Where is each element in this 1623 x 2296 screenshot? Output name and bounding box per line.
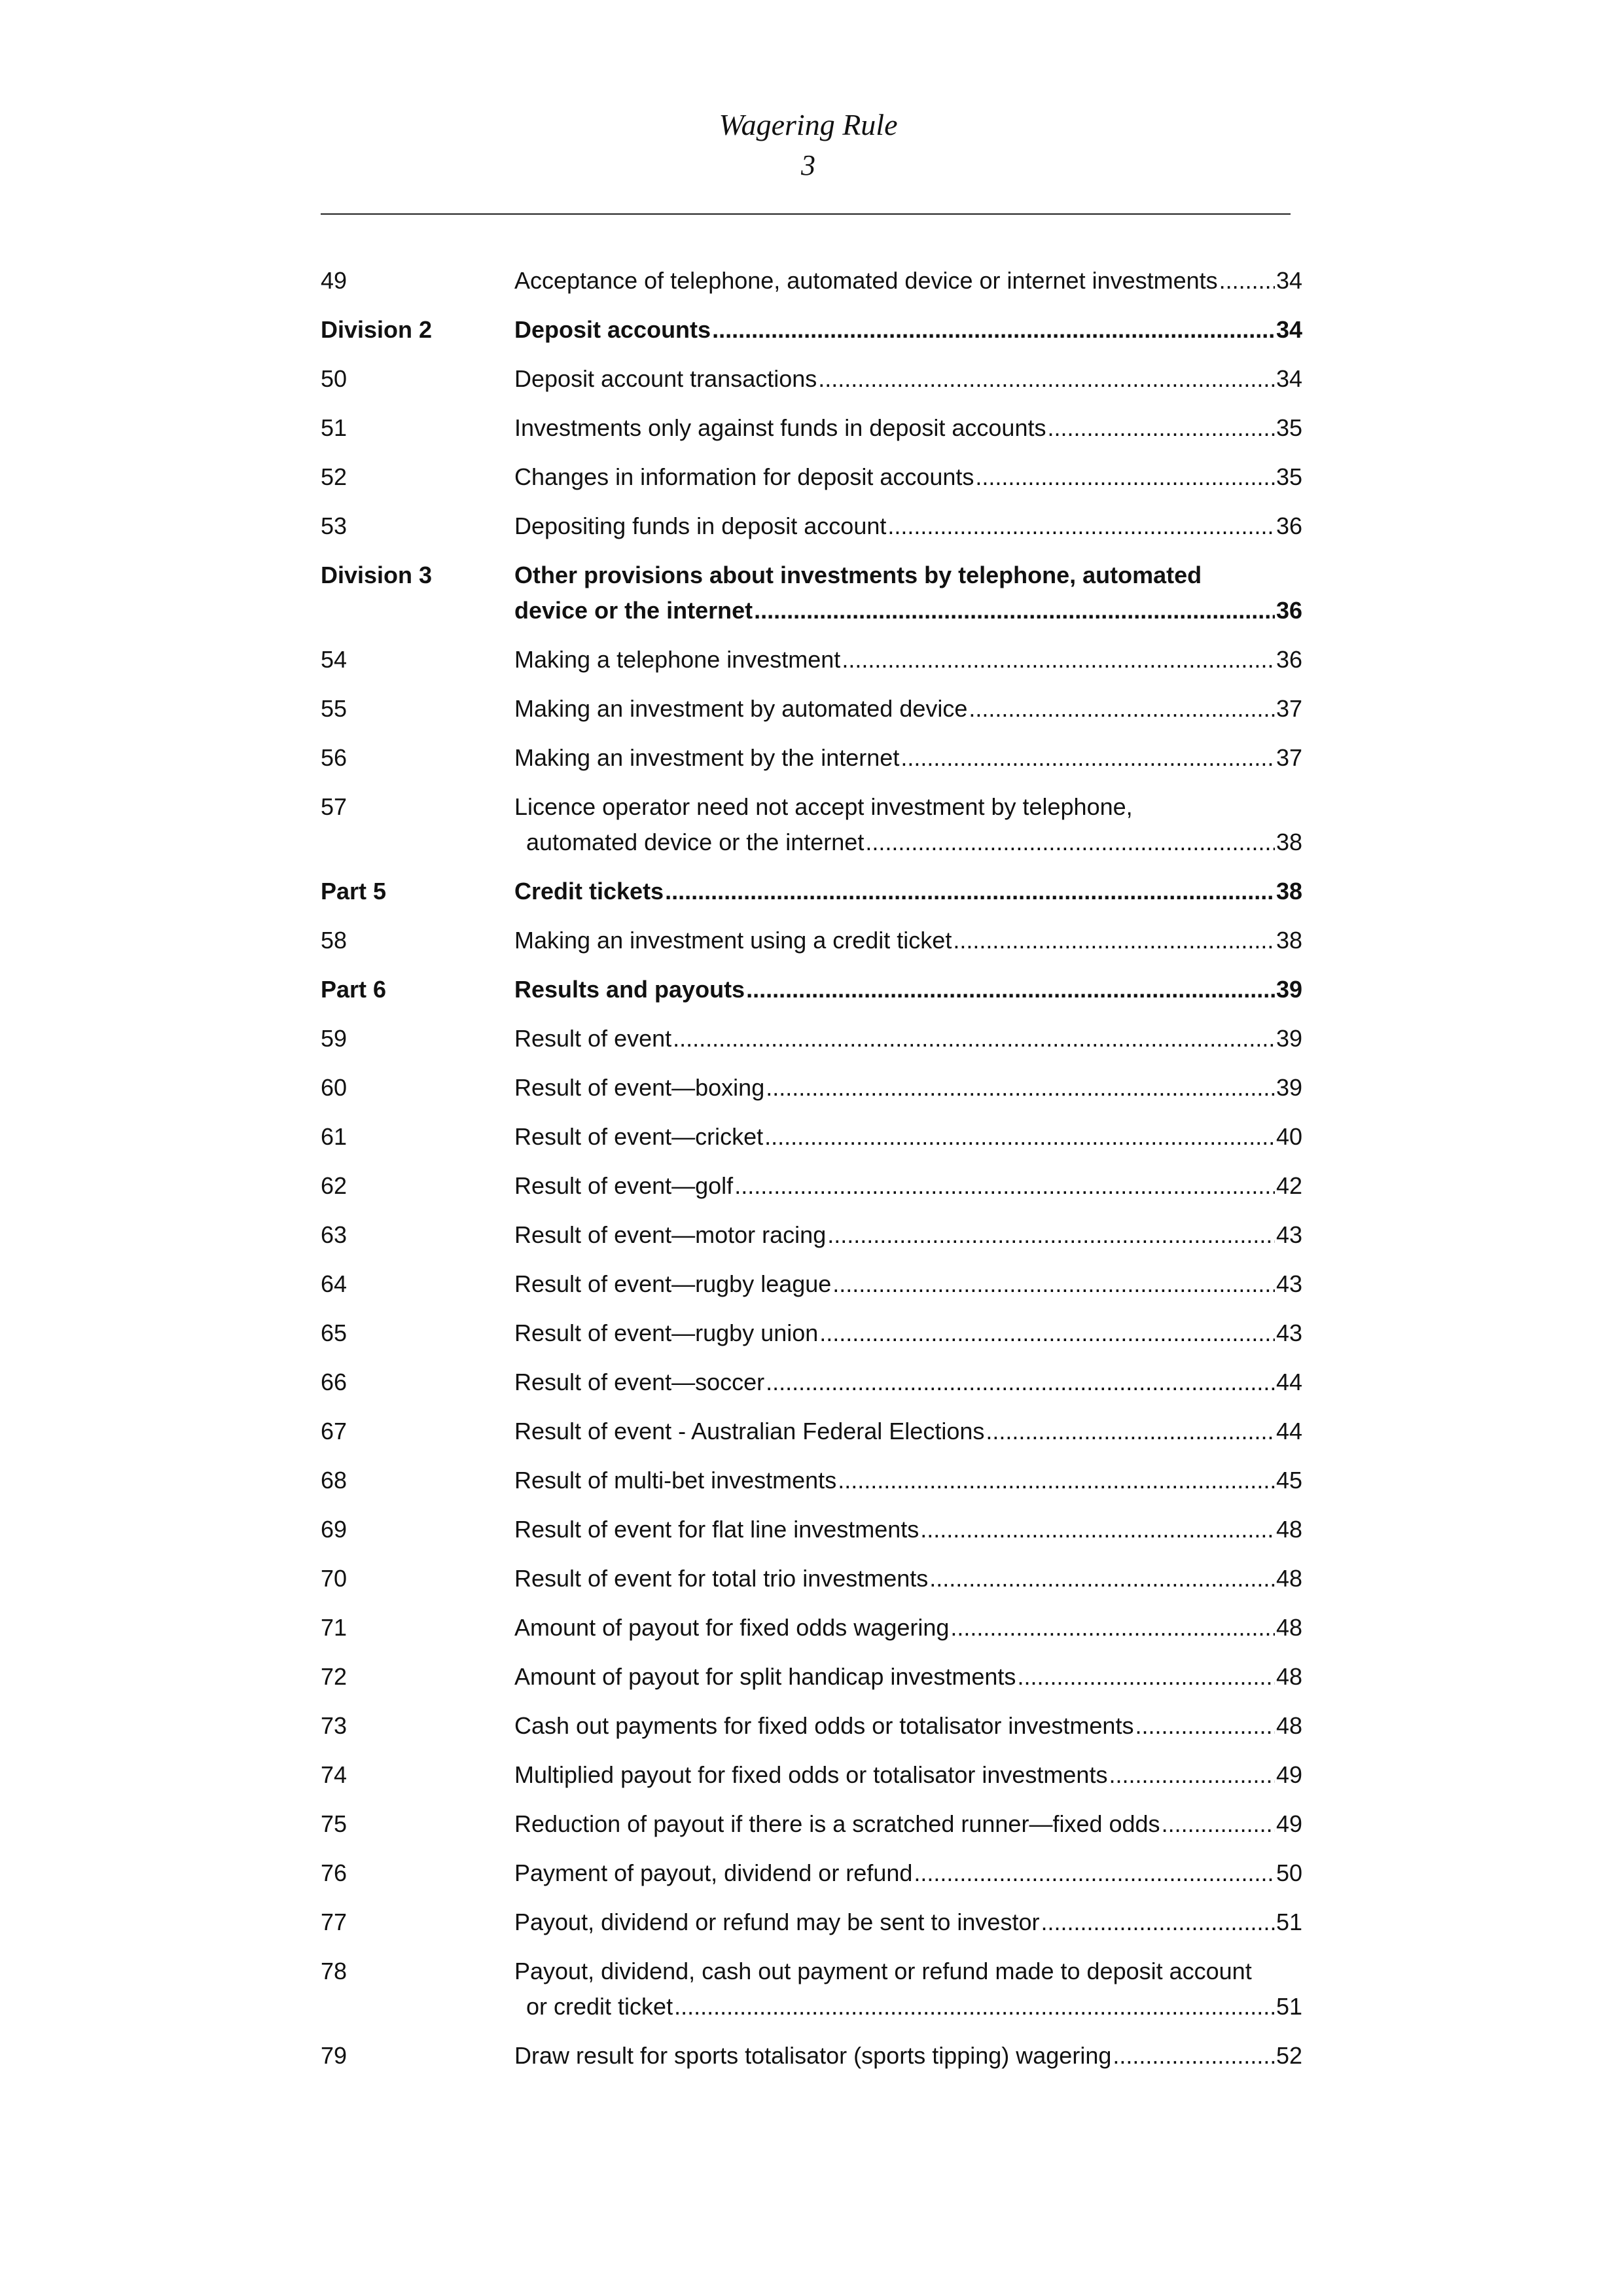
toc-entry-body [514, 789, 1302, 860]
toc-entry-body [514, 410, 1302, 446]
toc-entry-page: 36 [1275, 646, 1302, 673]
dot-leader [901, 740, 1275, 776]
table-of-contents [321, 263, 1302, 2087]
toc-entry-page: 52 [1275, 2042, 1302, 2069]
toc-entry-page: 38 [1275, 878, 1302, 905]
toc-entry-body [514, 691, 1302, 726]
toc-entry-title: Deposit accounts [514, 316, 711, 343]
toc-entry-number: 78 [321, 1958, 348, 1984]
toc-entry-number: 56 [321, 744, 348, 771]
toc-entry-title-line1: Payout, dividend, cash out payment or refund made to deposit account [514, 1958, 1252, 1984]
dot-leader [953, 923, 1275, 958]
dot-leader [1113, 2038, 1275, 2073]
toc-entry-title: Result of event - Australian Federal Elections [514, 1418, 985, 1444]
toc-entry-body [514, 1561, 1302, 1596]
toc-entry-body [514, 1806, 1302, 1842]
toc-leader-line [514, 459, 1302, 495]
toc-entry[interactable] [321, 642, 1302, 677]
toc-entry-title: Result of event—boxing [514, 1074, 765, 1101]
toc-leader-line [514, 1708, 1302, 1744]
dot-leader [766, 1365, 1275, 1400]
toc-leader-line [514, 312, 1302, 348]
dot-leader [766, 1070, 1275, 1105]
toc-leader-line [514, 1070, 1302, 1105]
dot-leader [929, 1561, 1275, 1596]
toc-entry[interactable] [321, 263, 1302, 298]
toc-entry-page: 37 [1275, 695, 1302, 722]
toc-entry-body [514, 558, 1302, 628]
toc-entry-page: 44 [1275, 1418, 1302, 1444]
toc-entry-body [514, 361, 1302, 397]
toc-entry[interactable] [321, 1070, 1302, 1105]
toc-entry-body [514, 1954, 1302, 2024]
toc-entry-body [514, 642, 1302, 677]
dot-leader [827, 1217, 1275, 1253]
toc-entry-body [514, 1365, 1302, 1400]
toc-entry-number: 77 [321, 1909, 348, 1935]
toc-entry-page: 39 [1275, 1025, 1302, 1052]
dot-leader [665, 874, 1275, 909]
toc-entry-page: 51 [1275, 1909, 1302, 1935]
toc-entry[interactable] [321, 410, 1302, 446]
toc-entry-page: 43 [1275, 1319, 1302, 1346]
toc-entry-page: 38 [1275, 829, 1302, 855]
toc-entry-title: Credit tickets [514, 878, 664, 905]
toc-entry-page: 43 [1275, 1221, 1302, 1248]
toc-entry-page: 42 [1275, 1172, 1302, 1199]
toc-entry-title: Multiplied payout for fixed odds or totalisator investments [514, 1761, 1108, 1788]
toc-entry-number: 64 [321, 1270, 348, 1297]
toc-entry-number: 59 [321, 1025, 348, 1052]
toc-entry-title-line1: Other provisions about investments by telephone, automated [514, 562, 1202, 588]
dot-leader [673, 1021, 1275, 1056]
toc-entry[interactable] [321, 923, 1302, 958]
toc-entry-title: Result of event—rugby union [514, 1319, 819, 1346]
toc-entry-page: 35 [1275, 463, 1302, 490]
toc-entry-page: 48 [1275, 1565, 1302, 1592]
toc-entry-page: 35 [1275, 414, 1302, 441]
toc-leader-line [514, 509, 1302, 544]
toc-entry[interactable] [321, 1316, 1302, 1351]
toc-entry-page: 34 [1275, 365, 1302, 392]
dot-leader [819, 1316, 1275, 1351]
toc-entry[interactable] [321, 1708, 1302, 1744]
toc-entry-number: 75 [321, 1810, 348, 1837]
toc-entry-number: 55 [321, 695, 348, 722]
toc-entry[interactable] [321, 1463, 1302, 1498]
toc-entry[interactable] [321, 1266, 1302, 1302]
toc-leader-line [514, 1463, 1302, 1498]
toc-entry-page: 44 [1275, 1369, 1302, 1395]
toc-entry-title: Depositing funds in deposit account [514, 512, 887, 539]
toc-entry-number: 70 [321, 1565, 348, 1592]
toc-entry[interactable] [321, 1168, 1302, 1204]
dot-leader [1135, 1708, 1274, 1744]
dot-leader [986, 1414, 1275, 1449]
toc-entry-number: 60 [321, 1074, 348, 1101]
toc-leader-line [514, 361, 1302, 397]
toc-entry-title: Draw result for sports totalisator (sports tipping) wagering [514, 2042, 1112, 2069]
toc-entry-number: 74 [321, 1761, 348, 1788]
toc-entry[interactable] [321, 1217, 1302, 1253]
toc-entry[interactable] [321, 509, 1302, 544]
toc-entry-title-line1: Licence operator need not accept investment by telephone, [514, 793, 1133, 820]
toc-leader-line [514, 923, 1302, 958]
toc-entry-page: 36 [1275, 597, 1302, 624]
page-number: 3 [801, 149, 815, 181]
toc-heading-entry[interactable] [321, 874, 1302, 909]
toc-entry-body [514, 740, 1302, 776]
toc-leader-line [514, 1168, 1302, 1204]
dot-leader [1109, 1757, 1275, 1793]
toc-entry[interactable] [321, 1856, 1302, 1891]
toc-entry-title: Result of event [514, 1025, 672, 1052]
toc-entry-title: Amount of payout for split handicap investments [514, 1663, 1016, 1690]
toc-entry-title: Payout, dividend or refund may be sent to investor [514, 1909, 1040, 1935]
toc-entry-title: Acceptance of telephone, automated device or internet investments [514, 267, 1218, 294]
toc-entry-page: 51 [1275, 1993, 1302, 2020]
dot-leader [950, 1610, 1275, 1645]
toc-entry-page: 36 [1275, 512, 1302, 539]
toc-leader-line [514, 1414, 1302, 1449]
toc-entry-number: 52 [321, 463, 348, 490]
toc-entry-number: 73 [321, 1712, 348, 1739]
toc-entry-title: Result of event for total trio investments [514, 1565, 929, 1592]
toc-entry-body [514, 1316, 1302, 1351]
toc-entry[interactable] [321, 459, 1302, 495]
toc-leader-line [514, 1266, 1302, 1302]
dot-leader [832, 1266, 1275, 1302]
toc-entry-number: 66 [321, 1369, 348, 1395]
toc-entry-number: 53 [321, 512, 348, 539]
toc-entry-title: Making an investment by automated device [514, 695, 968, 722]
toc-entry-number: 51 [321, 414, 348, 441]
toc-entry-title: Making an investment using a credit ticket [514, 927, 952, 954]
toc-entry[interactable] [321, 1021, 1302, 1056]
toc-entry-number: Division 2 [321, 316, 433, 343]
toc-entry-page: 48 [1275, 1663, 1302, 1690]
toc-entry-number: Part 5 [321, 878, 387, 905]
toc-entry[interactable] [321, 1119, 1302, 1155]
toc-entry[interactable] [321, 1414, 1302, 1449]
toc-entry-page: 39 [1275, 1074, 1302, 1101]
toc-entry-number: 79 [321, 2042, 348, 2069]
toc-entry-page: 40 [1275, 1123, 1302, 1150]
toc-entry-number: 68 [321, 1467, 348, 1494]
toc-leader-line [514, 1119, 1302, 1155]
dot-leader [887, 509, 1275, 544]
toc-entry-body [514, 874, 1302, 909]
toc-entry-body [514, 263, 1302, 298]
toc-entry[interactable] [321, 789, 1302, 860]
toc-entry[interactable] [321, 1610, 1302, 1645]
toc-leader-line [514, 1610, 1302, 1645]
toc-entry-number: 76 [321, 1859, 348, 1886]
toc-entry-number: 65 [321, 1319, 348, 1346]
toc-entry-body [514, 1708, 1302, 1744]
toc-entry-body [514, 1266, 1302, 1302]
toc-entry-body [514, 312, 1302, 348]
document-title: Wagering Rule [719, 108, 898, 141]
toc-entry-title: Result of multi-bet investments [514, 1467, 837, 1494]
toc-entry-title: Reduction of payout if there is a scratched runner—fixed odds [514, 1810, 1160, 1837]
toc-entry-title: or credit ticket [526, 1993, 673, 2020]
toc-entry-body [514, 1217, 1302, 1253]
toc-entry-body [514, 923, 1302, 958]
toc-entry-body [514, 1659, 1302, 1695]
dot-leader [764, 1119, 1275, 1155]
toc-entry-title: Result of event—motor racing [514, 1221, 827, 1248]
toc-entry-body [514, 1463, 1302, 1498]
dot-leader [746, 972, 1275, 1007]
toc-entry-title: Result of event—golf [514, 1172, 734, 1199]
toc-entry-body [514, 1414, 1302, 1449]
toc-entry[interactable] [321, 2038, 1302, 2073]
toc-entry-page: 34 [1275, 316, 1302, 343]
toc-entry-body [514, 1070, 1302, 1105]
toc-entry-title: Investments only against funds in deposit accounts [514, 414, 1046, 441]
running-header [321, 105, 1296, 186]
toc-entry-number: 62 [321, 1172, 348, 1199]
toc-entry-body [514, 459, 1302, 495]
toc-entry-number: Part 6 [321, 976, 387, 1003]
toc-leader-line [514, 593, 1302, 628]
toc-leader-line [514, 1217, 1302, 1253]
toc-entry-body [514, 1757, 1302, 1793]
toc-leader-line [514, 1806, 1302, 1842]
toc-entry-page: 48 [1275, 1712, 1302, 1739]
toc-entry-number: 50 [321, 365, 348, 392]
dot-leader [1219, 263, 1275, 298]
toc-entry-body [514, 1119, 1302, 1155]
toc-entry-title: automated device or the internet [526, 829, 865, 855]
toc-entry-title: Result of event—cricket [514, 1123, 764, 1150]
toc-entry[interactable] [321, 1954, 1302, 2024]
toc-entry-page: 50 [1275, 1859, 1302, 1886]
dot-leader [975, 459, 1275, 495]
toc-entry-title: Making an investment by the internet [514, 744, 900, 771]
toc-entry-page: 48 [1275, 1614, 1302, 1641]
toc-entry-number: 69 [321, 1516, 348, 1543]
toc-entry[interactable] [321, 1561, 1302, 1596]
toc-entry-title: Result of event—rugby league [514, 1270, 832, 1297]
toc-entry-title: Changes in information for deposit accounts [514, 463, 974, 490]
toc-leader-line [514, 1512, 1302, 1547]
toc-entry-title: Payment of payout, dividend or refund [514, 1859, 913, 1886]
dot-leader [969, 691, 1275, 726]
toc-entry-title: Deposit account transactions [514, 365, 817, 392]
toc-leader-line [514, 1316, 1302, 1351]
toc-entry[interactable] [321, 1806, 1302, 1842]
toc-entry-body [514, 972, 1302, 1007]
dot-leader [1047, 410, 1274, 446]
toc-entry-title: Result of event for flat line investments [514, 1516, 919, 1543]
toc-heading-entry[interactable] [321, 312, 1302, 348]
toc-leader-line [514, 410, 1302, 446]
toc-entry-body [514, 1512, 1302, 1547]
toc-entry-body [514, 2038, 1302, 2073]
toc-leader-line [514, 263, 1302, 298]
toc-entry-page: 39 [1275, 976, 1302, 1003]
toc-entry-number: 72 [321, 1663, 348, 1690]
dot-leader [734, 1168, 1275, 1204]
dot-leader [818, 361, 1275, 397]
toc-leader-line [514, 1989, 1302, 2024]
toc-leader-line [514, 874, 1302, 909]
toc-entry-page: 49 [1275, 1761, 1302, 1788]
toc-leader-line [514, 1856, 1302, 1891]
toc-leader-line [514, 2038, 1302, 2073]
toc-entry-body [514, 509, 1302, 544]
toc-entry[interactable] [321, 740, 1302, 776]
toc-leader-line [514, 1757, 1302, 1793]
toc-entry-title: device or the internet [514, 597, 753, 624]
dot-leader [712, 312, 1275, 348]
toc-entry-number: 61 [321, 1123, 348, 1150]
toc-entry-page: 43 [1275, 1270, 1302, 1297]
toc-entry-number: 54 [321, 646, 348, 673]
toc-entry-title: Amount of payout for fixed odds wagering [514, 1614, 950, 1641]
toc-entry-page: 48 [1275, 1516, 1302, 1543]
toc-entry-number: 67 [321, 1418, 348, 1444]
toc-entry-body [514, 1856, 1302, 1891]
header-rule [321, 213, 1291, 215]
toc-leader-line [514, 1365, 1302, 1400]
dot-leader [1017, 1659, 1275, 1695]
dot-leader [754, 593, 1275, 628]
toc-leader-line [514, 740, 1302, 776]
toc-entry[interactable] [321, 361, 1302, 397]
toc-entry-number: 49 [321, 267, 348, 294]
toc-entry[interactable] [321, 1365, 1302, 1400]
toc-entry-number: Division 3 [321, 562, 433, 588]
dot-leader [1162, 1806, 1275, 1842]
toc-entry-title: Result of event—soccer [514, 1369, 765, 1395]
toc-entry[interactable] [321, 691, 1302, 726]
toc-entry-title: Results and payouts [514, 976, 745, 1003]
dot-leader [865, 825, 1275, 860]
toc-entry-title: Making a telephone investment [514, 646, 841, 673]
toc-entry[interactable] [321, 1659, 1302, 1695]
toc-entry-page: 34 [1275, 267, 1302, 294]
dot-leader [1041, 1905, 1274, 1940]
toc-entry-number: 57 [321, 793, 348, 820]
toc-leader-line [514, 825, 1302, 860]
toc-leader-line [514, 1561, 1302, 1596]
dot-leader [914, 1856, 1275, 1891]
dot-leader [674, 1989, 1275, 2024]
toc-heading-entry[interactable] [321, 558, 1302, 628]
toc-leader-line [514, 1905, 1302, 1940]
toc-entry[interactable] [321, 1905, 1302, 1940]
toc-entry-page: 37 [1275, 744, 1302, 771]
toc-entry-title: Cash out payments for fixed odds or totalisator investments [514, 1712, 1134, 1739]
toc-entry[interactable] [321, 1757, 1302, 1793]
dot-leader [842, 642, 1275, 677]
toc-entry-body [514, 1905, 1302, 1940]
toc-heading-entry[interactable] [321, 972, 1302, 1007]
toc-entry-body [514, 1168, 1302, 1204]
toc-leader-line [514, 1021, 1302, 1056]
dot-leader [920, 1512, 1275, 1547]
dot-leader [838, 1463, 1275, 1498]
toc-entry-number: 58 [321, 927, 348, 954]
toc-entry-body [514, 1610, 1302, 1645]
toc-entry[interactable] [321, 1512, 1302, 1547]
toc-leader-line [514, 1659, 1302, 1695]
toc-entry-page: 49 [1275, 1810, 1302, 1837]
toc-leader-line [514, 972, 1302, 1007]
toc-entry-page: 38 [1275, 927, 1302, 954]
toc-entry-page: 45 [1275, 1467, 1302, 1494]
toc-entry-number: 63 [321, 1221, 348, 1248]
toc-entry-body [514, 1021, 1302, 1056]
toc-entry-number: 71 [321, 1614, 348, 1641]
toc-leader-line [514, 691, 1302, 726]
toc-leader-line [514, 642, 1302, 677]
